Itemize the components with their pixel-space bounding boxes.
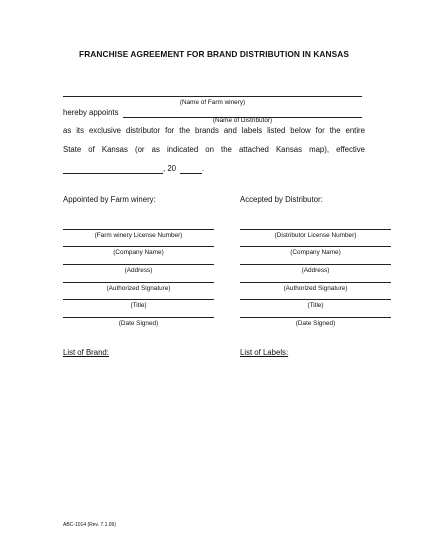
- right-date-signed-caption: (Date Signed): [295, 320, 336, 327]
- hereby-appoints-text: hereby appoints: [63, 108, 119, 117]
- paragraph-line-2: State of Kansas (or as indicated on the attached Kansas map), effective: [63, 145, 365, 154]
- right-signature-caption: (Authorized Signature): [283, 285, 348, 292]
- left-date-signed-caption: (Date Signed): [118, 320, 159, 327]
- farm-winery-license-caption: (Farm winery License Number): [94, 232, 183, 239]
- distributor-license-caption: (Distributor License Number): [274, 232, 357, 239]
- right-date-signed-line[interactable]: [240, 317, 391, 318]
- farm-winery-name-caption: (Name of Farm winery): [179, 99, 246, 106]
- left-date-signed-line[interactable]: [63, 317, 214, 318]
- left-address-caption: (Address): [124, 267, 153, 274]
- right-company-name-line[interactable]: [240, 246, 391, 247]
- form-number-footer: ABC-1014 (Rev. 7.1.09): [63, 522, 116, 528]
- farm-winery-license-line[interactable]: [63, 229, 214, 230]
- accepted-by-heading: Accepted by Distributor:: [240, 195, 323, 204]
- left-signature-line[interactable]: [63, 282, 214, 283]
- effective-date-century: , 20: [163, 164, 177, 173]
- right-signature-line[interactable]: [240, 282, 391, 283]
- farm-winery-name-line[interactable]: [63, 96, 362, 97]
- left-signature-caption: (Authorized Signature): [106, 285, 171, 292]
- effective-year-line[interactable]: [180, 173, 202, 174]
- right-title-caption: (Title): [307, 302, 324, 309]
- paragraph-line-1: as its exclusive distributor for the brands and labels listed below for the entire: [63, 126, 365, 135]
- right-address-caption: (Address): [301, 267, 330, 274]
- effective-date-line[interactable]: [63, 173, 163, 174]
- right-address-line[interactable]: [240, 264, 391, 265]
- effective-date-end: .: [202, 164, 205, 173]
- right-title-line[interactable]: [240, 299, 391, 300]
- list-of-labels-label: List of Labels:: [240, 348, 289, 357]
- right-company-name-caption: (Company Name): [290, 249, 341, 256]
- left-title-caption: (Title): [130, 302, 147, 309]
- distributor-name-caption: (Name of Distributor): [212, 117, 273, 124]
- appointed-by-heading: Appointed by Farm winery:: [63, 195, 156, 204]
- left-address-line[interactable]: [63, 264, 214, 265]
- left-title-line[interactable]: [63, 299, 214, 300]
- left-company-name-line[interactable]: [63, 246, 214, 247]
- distributor-license-line[interactable]: [240, 229, 391, 230]
- document-title: FRANCHISE AGREEMENT FOR BRAND DISTRIBUTION IN KANSAS: [79, 49, 349, 59]
- list-of-brand-label: List of Brand:: [63, 348, 109, 357]
- left-company-name-caption: (Company Name): [113, 249, 164, 256]
